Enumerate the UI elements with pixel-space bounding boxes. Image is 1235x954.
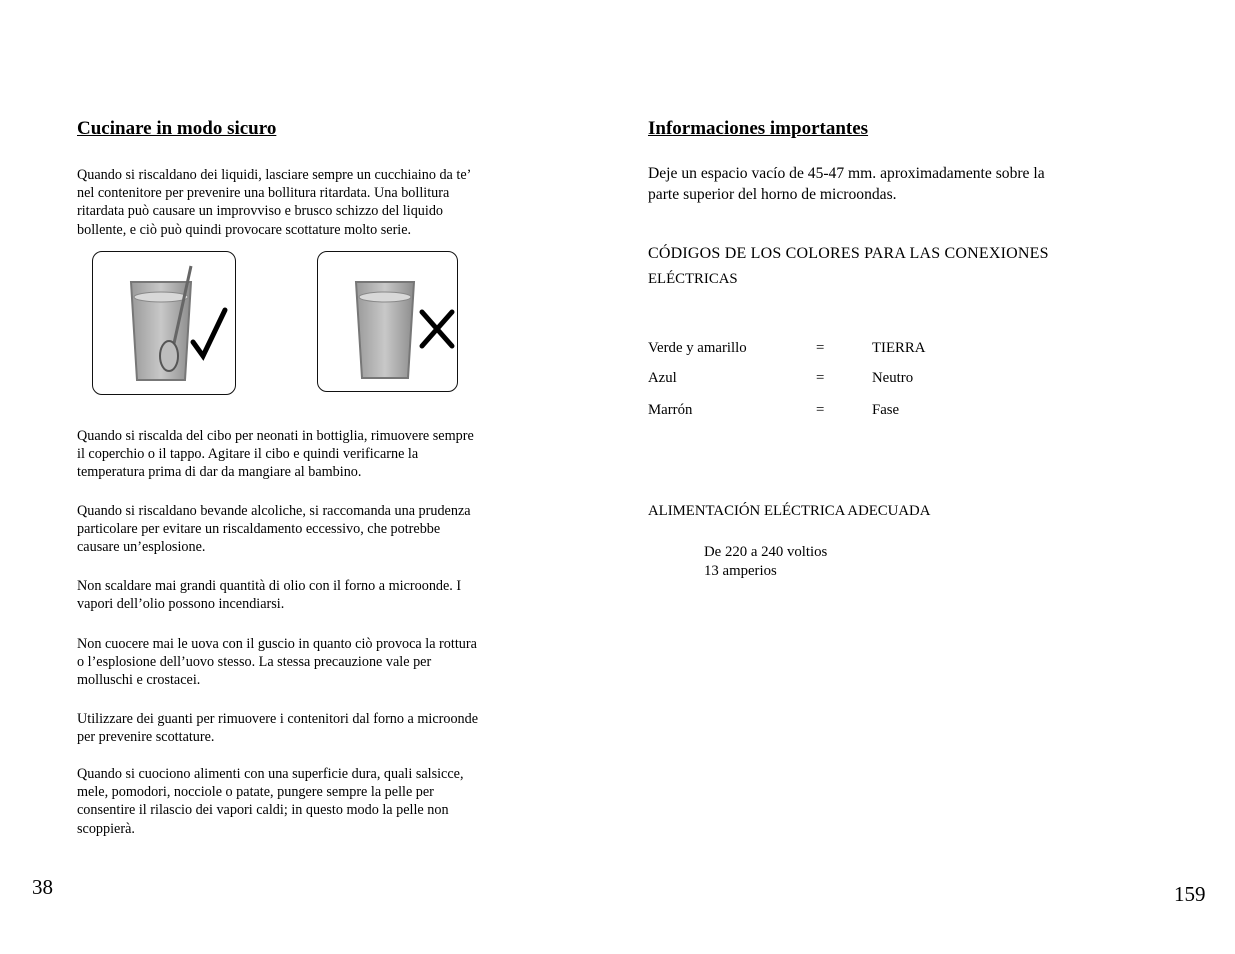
paragraph-alcohol — [77, 502, 471, 557]
paragraph-baby-food — [77, 427, 474, 482]
color-codes-title-line2: ELÉCTRICAS — [648, 271, 738, 287]
text-line: o l’esplosione dell’uovo stesso. La stessa precauzione vale per — [77, 654, 432, 671]
text-line: De 220 a 240 voltios — [704, 544, 828, 560]
text-line: nel contenitore per prevenire una bollitura ritardata. Una bollitura — [77, 185, 450, 202]
glass-without-spoon-illustration — [317, 251, 458, 392]
color-codes-title-line1: CÓDIGOS DE LOS COLORES PARA LAS CONEXIONES — [648, 245, 1049, 262]
glass-with-spoon-checkmark-icon — [93, 252, 234, 393]
text-line: particolare per evitare un riscaldamento eccessivo, che potrebbe — [77, 521, 441, 538]
paragraph-clearance — [648, 163, 1045, 205]
text-line: Non cuocere mai le uova con il guscio in quanto ciò provoca la rottura — [77, 636, 477, 652]
paragraph-oil — [77, 577, 461, 613]
paragraph-hard-skin-foods — [77, 765, 464, 838]
text-line: bollente, e ciò può quindi provocare scottature molto serie. — [77, 221, 412, 238]
color-row-equals: = — [816, 370, 825, 386]
right-heading: Informaciones importantes — [648, 118, 869, 139]
page-number-left: 38 — [32, 875, 53, 899]
color-row-value: Fase — [872, 402, 900, 418]
power-supply-title: ALIMENTACIÓN ELÉCTRICA ADECUADA — [648, 503, 931, 519]
text-line: Non scaldare mai grandi quantità di olio con il forno a microonde. I — [77, 578, 462, 594]
text-line: per prevenire scottature. — [77, 729, 215, 746]
left-heading: Cucinare in modo sicuro — [77, 118, 277, 139]
text-line: Quando si riscaldano dei liquidi, lasciare sempre un cucchiaino da te’ — [77, 167, 472, 183]
power-supply-specs — [704, 543, 827, 581]
page-number-right: 159 — [1174, 882, 1206, 906]
text-line: parte superior del horno de microondas. — [648, 186, 897, 203]
text-line: temperatura prima di dar da mangiare al bambino. — [77, 464, 362, 481]
text-line: Deje un espacio vacío de 45-47 mm. aproximadamente sobre la — [648, 165, 1045, 182]
text-line: mele, pomodori, nocciole o patate, pungere sempre la pelle per — [77, 784, 434, 801]
text-line: Quando si cuociono alimenti con una superficie dura, quali salsicce, — [77, 766, 464, 782]
text-line: 13 amperios — [704, 563, 777, 579]
paragraph-gloves — [77, 710, 478, 746]
text-line: ritardata può causare un improvviso e brusco schizzo del liquido — [77, 203, 444, 220]
color-row-label: Verde y amarillo — [648, 340, 747, 356]
text-line: Quando si riscaldano bevande alcoliche, si raccomanda una prudenza — [77, 503, 471, 519]
paragraph-spoon-advice — [77, 166, 471, 239]
glass-without-spoon-cross-icon — [318, 252, 456, 390]
text-line: consentire il rilascio dei vapori caldi; in questo modo la pelle non — [77, 802, 449, 819]
color-row-value: TIERRA — [872, 340, 926, 356]
text-line: molluschi e crostacei. — [77, 672, 201, 689]
text-line: causare un’esplosione. — [77, 539, 206, 556]
text-line: il coperchio o il tappo. Agitare il cibo e quindi verificarne la — [77, 446, 419, 463]
text-line: scoppierà. — [77, 820, 135, 837]
color-row-equals: = — [816, 402, 825, 418]
glass-with-spoon-illustration — [92, 251, 236, 395]
paragraph-eggs — [77, 635, 477, 690]
color-row-label: Marrón — [648, 402, 693, 418]
text-line: vapori dell’olio possono incendiarsi. — [77, 596, 285, 613]
color-row-label: Azul — [648, 370, 677, 386]
text-line: Utilizzare dei guanti per rimuovere i contenitori dal forno a microonde — [77, 711, 479, 727]
color-row-equals: = — [816, 340, 825, 356]
text-line: Quando si riscalda del cibo per neonati in bottiglia, rimuovere sempre — [77, 428, 474, 444]
color-row-value: Neutro — [872, 370, 914, 386]
